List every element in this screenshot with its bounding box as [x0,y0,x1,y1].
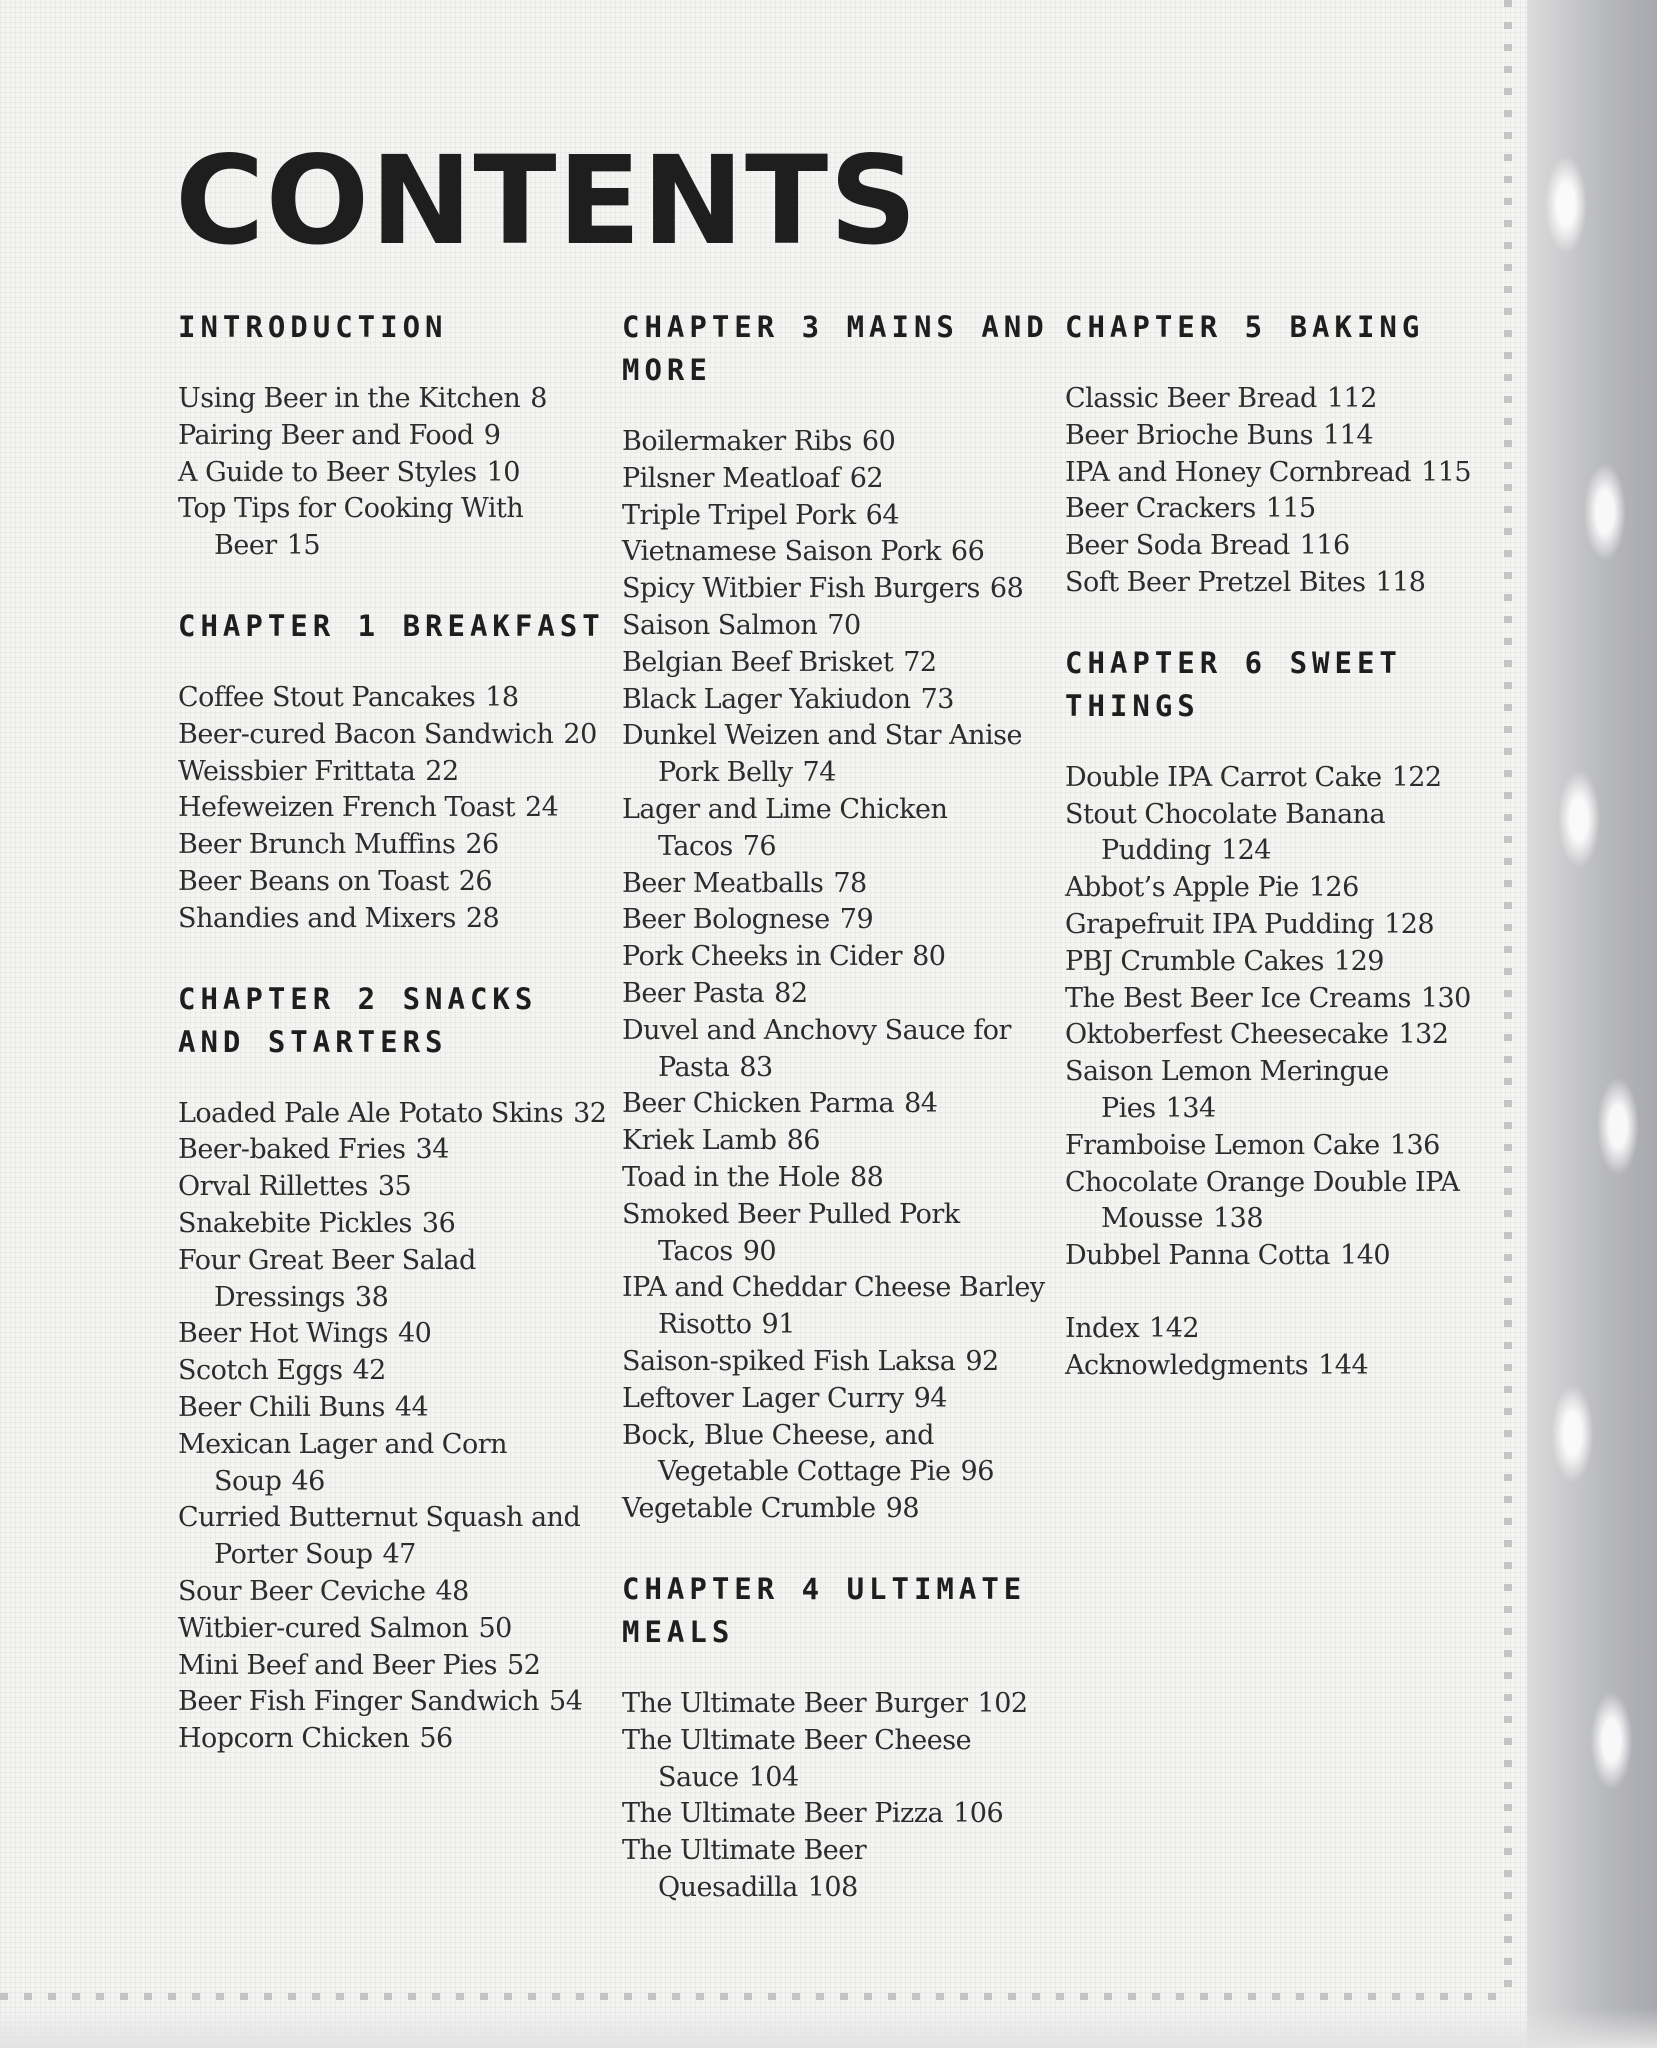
toc-entry[interactable] [622,645,1062,682]
toc-entry-page-number: 115 [1265,493,1316,525]
toc-entry-title: Leftover Lager Curry [622,1382,904,1414]
toc-entry-page-number: 62 [849,462,884,494]
toc-entry-page-number: 90 [742,1235,777,1267]
toc-entry-page-number: 8 [530,383,547,414]
toc-entry-page-number: 22 [425,755,459,787]
toc-entry[interactable] [178,1427,618,1501]
toc-entry[interactable] [1065,797,1505,871]
toc-entry[interactable] [622,792,1062,866]
toc-entry-title: Beer Meatballs [622,867,824,899]
toc-entry-list [622,1686,1062,1907]
toc-entry-title: Top Tips for Cooking With Beer [178,493,524,562]
toc-entry-title: The Ultimate Beer Burger [622,1687,968,1719]
toc-entry-page-number: 10 [486,456,520,488]
toc-entry-page-number: 128 [1384,908,1435,940]
toc-entry-page-number: 47 [382,1539,416,1571]
toc-entry-title: Mini Beef and Beer Pies [178,1649,498,1681]
toc-entry[interactable] [1065,1017,1505,1054]
toc-entry-page-number: 46 [291,1465,325,1497]
toc-entry[interactable] [178,1721,618,1758]
toc-entry[interactable] [178,491,618,565]
toc-entry-page-number: 78 [833,867,867,899]
toc-entry[interactable] [178,680,618,717]
toc-section-chapter-4-ultimate-meals [622,1568,1062,1907]
toc-entry[interactable] [1065,565,1505,602]
toc-entry[interactable] [622,1086,1062,1123]
toc-entry[interactable] [1065,528,1505,565]
toc-entry-title: The Ultimate Beer Cheese Sauce [622,1724,972,1793]
toc-entry-page-number: 64 [865,499,900,531]
toc-entry-page-number: 129 [1333,945,1384,977]
toc-entry-page-number: 54 [549,1686,583,1718]
toc-entry[interactable] [178,717,618,754]
toc-entry-page-number: 66 [950,536,985,568]
toc-entry-page-number: 26 [458,865,493,897]
toc-entry-page-number: 68 [989,573,1024,605]
toc-entry[interactable] [622,1270,1062,1344]
toc-entry-title: Classic Beer Bread [1065,383,1317,414]
toc-entry-title: Stout Chocolate Banana Pudding [1065,798,1386,867]
section-heading: CHAPTER 6 SWEET THINGS [1065,645,1402,723]
toc-section-introduction [178,306,618,565]
toc-entry[interactable] [1065,1054,1505,1128]
toc-entry-title: Witbier-cured Salmon [178,1612,469,1644]
section-heading: CHAPTER 3 MAINS AND MORE [622,310,1049,387]
toc-entry-page-number: 96 [960,1456,994,1488]
toc-entry-page-number: 79 [839,904,874,936]
toc-entry-title: The Ultimate Beer Pizza [622,1798,944,1830]
toc-entry-title: Beer Crackers [1065,493,1256,525]
toc-entry-page-number: 52 [507,1649,541,1681]
toc-entry-title: A Guide to Beer Styles [178,456,477,488]
toc-entry[interactable] [178,1132,618,1169]
toc-entry[interactable] [178,790,618,827]
toc-entry-list [178,381,618,565]
toc-entry[interactable] [178,754,618,791]
toc-entry[interactable] [178,1316,618,1353]
toc-entry-title: Hefeweizen French Toast [178,792,515,824]
toc-section-chapter-5-baking [1065,306,1505,602]
toc-entry[interactable] [1065,491,1505,528]
toc-entry-page-number: 83 [739,1051,773,1083]
toc-entry-title: Beer Brunch Muffins [178,829,456,861]
toc-entry-title: Acknowledgments [1065,1349,1309,1381]
toc-backmatter-list [1065,1311,1505,1385]
toc-entry-title: Shandies and Mixers [178,902,456,934]
toc-entry-list [622,424,1062,1528]
toc-entry-title: Vegetable Crumble [622,1493,876,1525]
toc-entry-page-number: 104 [748,1761,799,1793]
toc-entry[interactable] [178,1096,618,1133]
toc-entry-title: Bock, Blue Cheese, and Vegetable Cottage Pie [622,1419,951,1488]
toc-entry[interactable] [1065,981,1505,1018]
toc-entry-page-number: 80 [912,941,946,973]
toc-entry[interactable] [1065,1311,1505,1348]
toc-entry-page-number: 28 [465,902,500,934]
toc-entry-title: Smoked Beer Pulled Pork Tacos [622,1198,960,1267]
section-heading: CHAPTER 1 BREAKFAST [178,608,605,643]
toc-entry-page-number: 140 [1340,1240,1391,1272]
toc-entry-title: Curried Butternut Squash and Porter Soup [178,1502,581,1571]
toc-entry-title: Toad in the Hole [622,1161,840,1193]
toc-entry-title: Orval Rillettes [178,1171,368,1203]
toc-entry-list [178,680,618,938]
section-heading: CHAPTER 2 SNACKS AND STARTERS [178,981,538,1059]
toc-entry-page-number: 88 [849,1161,884,1193]
toc-entry[interactable] [622,1344,1062,1381]
toc-entry-page-number: 112 [1326,383,1377,414]
toc-entry-page-number: 118 [1375,566,1426,598]
toc-entry-title: Loaded Pale Ale Potato Skins [178,1097,564,1129]
toc-entry-page-number: 126 [1308,872,1359,904]
toc-entry[interactable] [622,1686,1062,1723]
toc-entry[interactable] [1065,455,1505,492]
toc-entry[interactable] [1065,760,1505,797]
toc-entry[interactable] [178,1243,618,1317]
toc-entry-page-number: 116 [1299,530,1350,562]
toc-entry-title: Spicy Witbier Fish Burgers [622,573,980,605]
toc-entry[interactable] [622,1160,1062,1197]
toc-entry-page-number: 36 [421,1207,456,1239]
toc-entry-page-number: 142 [1149,1312,1200,1344]
toc-entry[interactable] [622,461,1062,498]
toc-column-2 [622,306,1062,1947]
toc-entry[interactable] [1065,1165,1505,1239]
toc-section-chapter-6-sweet-things [1065,642,1505,1385]
toc-entry-page-number: 130 [1420,982,1471,1014]
toc-entry-page-number: 76 [742,830,777,862]
toc-entry[interactable] [622,1381,1062,1418]
toc-entry[interactable] [1065,418,1505,455]
toc-entry-page-number: 34 [415,1134,449,1166]
toc-entry-page-number: 35 [377,1171,412,1203]
toc-section-chapter-3-mains-and-more [622,306,1062,1528]
toc-entry-page-number: 136 [1389,1129,1440,1161]
toc-entry-title: Dubbel Panna Cotta [1065,1240,1331,1272]
toc-section-chapter-2-snacks-and-starters [178,978,618,1758]
toc-entry-page-number: 115 [1421,456,1472,488]
toc-entry-page-number: 72 [903,646,937,678]
toc-entry-title: Abbot’s Apple Pie [1065,872,1299,904]
toc-entry[interactable] [1065,944,1505,981]
stitch-border-right [1504,0,1512,2000]
toc-entry-title: Beer Fish Finger Sandwich [178,1686,540,1718]
toc-entry-title: Pilsner Meatloaf [622,462,840,494]
toc-entry-page-number: 40 [397,1318,432,1350]
toc-entry-title: Grapefruit IPA Pudding [1065,908,1375,940]
toc-entry[interactable] [622,1418,1062,1492]
toc-entry-page-number: 56 [419,1723,453,1755]
toc-entry-page-number: 91 [761,1309,795,1341]
toc-entry-title: Framboise Lemon Cake [1065,1129,1380,1161]
toc-entry-page-number: 9 [483,419,501,451]
toc-entry-page-number: 138 [1212,1203,1264,1235]
toc-entry[interactable] [178,1648,618,1685]
toc-entry-page-number: 60 [861,426,896,457]
toc-entry[interactable] [622,1197,1062,1271]
toc-entry-title: Vietnamese Saison Pork [622,536,941,568]
toc-entry-title: Beer Chicken Parma [622,1088,895,1120]
toc-entry-title: Coffee Stout Pancakes [178,681,476,713]
toc-entry-page-number: 20 [563,718,597,750]
toc-entry-title: Scotch Eggs [178,1355,343,1387]
toc-entry-page-number: 106 [953,1798,1004,1830]
page-title: CONTENTS [175,130,919,272]
toc-entry-page-number: 98 [885,1493,920,1525]
toc-entry[interactable] [622,1723,1062,1797]
toc-entry-page-number: 24 [524,792,559,824]
toc-entry-page-number: 124 [1220,835,1271,867]
toc-entry[interactable] [622,1833,1062,1907]
toc-entry-page-number: 18 [485,681,519,713]
toc-entry-page-number: 48 [435,1575,469,1607]
section-heading: CHAPTER 4 ULTIMATE MEALS [622,1571,1027,1649]
toc-entry-page-number: 114 [1322,419,1374,451]
toc-entry-title: Triple Tripel Pork [622,499,856,531]
toc-entry[interactable] [178,381,618,418]
toc-entry-page-number: 74 [802,757,836,789]
toc-entry-title: Beer Chili Buns [178,1391,385,1423]
toc-entry[interactable] [178,1684,618,1721]
toc-entry[interactable] [178,1500,618,1574]
toc-entry[interactable] [622,1013,1062,1087]
toc-entry-title: Belgian Beef Brisket [622,646,894,678]
toc-entry-title: Boilermaker Ribs [622,426,852,457]
toc-entry-page-number: 86 [786,1125,820,1157]
toc-entry-page-number: 70 [827,609,861,641]
fabric-fringe-right [1527,0,1657,2048]
toc-entry-page-number: 38 [354,1281,389,1313]
toc-section-chapter-1-breakfast [178,605,618,938]
toc-entry-title: Lager and Lime Chicken Tacos [622,793,948,862]
toc-entry[interactable] [622,498,1062,535]
toc-entry-page-number: 134 [1165,1092,1216,1124]
toc-entry-title: Pairing Beer and Food [178,419,474,451]
toc-entry[interactable] [178,1574,618,1611]
toc-entry-page-number: 132 [1398,1019,1449,1051]
stitch-border-bottom [0,1993,1500,2000]
toc-entry[interactable] [178,901,618,938]
toc-entry[interactable] [178,1206,618,1243]
toc-entry[interactable] [1065,1238,1505,1275]
toc-entry[interactable] [622,866,1062,903]
toc-entry-list [1065,760,1505,1275]
toc-entry[interactable] [178,455,618,492]
toc-entry-title: Dunkel Weizen and Star Anise Pork Belly [622,720,1022,789]
toc-entry-page-number: 44 [394,1391,429,1423]
toc-entry-title: Saison Lemon Meringue Pies [1065,1056,1389,1124]
toc-entry[interactable] [178,1169,618,1206]
toc-entry[interactable] [622,976,1062,1013]
fabric-fringe-bottom [0,2008,1657,2048]
toc-entry-page-number: 122 [1391,761,1442,793]
toc-entry[interactable] [622,1123,1062,1160]
toc-entry-page-number: 84 [904,1088,938,1120]
toc-entry-title: Saison Salmon [622,609,818,641]
toc-entry-page-number: 102 [977,1687,1028,1719]
toc-entry-title: The Best Beer Ice Creams [1065,982,1411,1014]
toc-entry-title: Beer Pasta [622,977,765,1009]
toc-entry-title: Beer Soda Bread [1065,530,1290,562]
toc-entry[interactable] [178,1390,618,1427]
toc-entry-page-number: 15 [286,530,321,562]
toc-entry[interactable] [622,534,1062,571]
toc-entry-title: Kriek Lamb [622,1125,777,1157]
toc-entry[interactable] [622,1796,1062,1833]
toc-entry-title: IPA and Cheddar Cheese Barley Risotto [622,1272,1045,1341]
toc-entry[interactable] [1065,1348,1505,1385]
toc-entry-page-number: 144 [1318,1349,1369,1381]
toc-entry[interactable] [622,939,1062,976]
toc-entry[interactable] [178,418,618,455]
toc-entry-title: Mexican Lager and Corn Soup [178,1428,508,1497]
toc-entry-title: Beer Bolognese [622,904,830,936]
toc-entry-title: Saison-spiked Fish Laksa [622,1345,956,1377]
toc-entry-title: Beer Beans on Toast [178,865,449,897]
toc-entry-title: Index [1065,1312,1140,1344]
toc-entry-title: Beer Brioche Buns [1065,419,1313,451]
toc-entry-page-number: 82 [774,977,808,1009]
toc-entry-title: Beer Hot Wings [178,1318,388,1350]
toc-entry-title: Snakebite Pickles [178,1207,412,1239]
toc-entry-title: Oktoberfest Cheesecake [1065,1019,1389,1051]
toc-entry[interactable] [178,1353,618,1390]
toc-entry[interactable] [178,827,618,864]
toc-entry[interactable] [178,1611,618,1648]
toc-entry-page-number: 92 [965,1345,999,1377]
toc-entry-list [178,1096,618,1758]
toc-entry-title: Four Great Beer Salad Dressings [178,1244,476,1313]
toc-entry[interactable] [622,571,1062,608]
toc-entry-title: Black Lager Yakiudon [622,683,911,715]
toc-entry-page-number: 26 [465,829,499,861]
toc-entry[interactable] [1065,1128,1505,1165]
toc-entry-page-number: 50 [478,1612,512,1644]
toc-entry-title: Soft Beer Pretzel Bites [1065,566,1366,598]
toc-entry[interactable] [622,424,1062,461]
toc-entry-page-number: 42 [352,1355,386,1387]
section-heading: INTRODUCTION [178,310,448,344]
toc-entry-page-number: 73 [920,683,954,715]
toc-entry-list [1065,381,1505,602]
toc-entry[interactable] [178,864,618,901]
toc-entry-page-number: 108 [807,1871,858,1903]
toc-entry[interactable] [1065,381,1505,418]
toc-entry-title: Using Beer in the Kitchen [178,383,521,414]
toc-entry[interactable] [622,1491,1062,1528]
toc-entry-title: Pork Cheeks in Cider [622,941,903,973]
toc-entry-title: Chocolate Orange Double IPA Mousse [1065,1166,1460,1235]
toc-entry-title: IPA and Honey Cornbread [1065,456,1412,488]
toc-entry-title: Beer-baked Fries [178,1134,406,1166]
toc-entry[interactable] [1065,870,1505,907]
section-heading: CHAPTER 5 BAKING [1065,310,1425,344]
toc-column-3 [1065,306,1505,1425]
toc-entry-title: PBJ Crumble Cakes [1065,945,1324,977]
toc-entry-title: Double IPA Carrot Cake [1065,761,1382,793]
toc-column-1 [178,306,618,1798]
toc-entry[interactable] [622,902,1062,939]
toc-entry[interactable] [622,608,1062,645]
toc-entry-title: Duvel and Anchovy Sauce for Pasta [622,1014,1011,1083]
toc-entry[interactable] [622,682,1062,719]
toc-entry-title: Weissbier Frittata [178,755,416,787]
toc-entry[interactable] [622,718,1062,792]
toc-entry-title: Hopcorn Chicken [178,1723,410,1755]
toc-entry-title: The Ultimate Beer Quesadilla [622,1835,867,1903]
toc-entry-title: Sour Beer Ceviche [178,1575,426,1607]
toc-entry[interactable] [1065,907,1505,944]
toc-entry-page-number: 94 [913,1382,947,1414]
toc-entry-title: Beer-cured Bacon Sandwich [178,718,554,750]
toc-entry-page-number: 32 [573,1097,607,1129]
